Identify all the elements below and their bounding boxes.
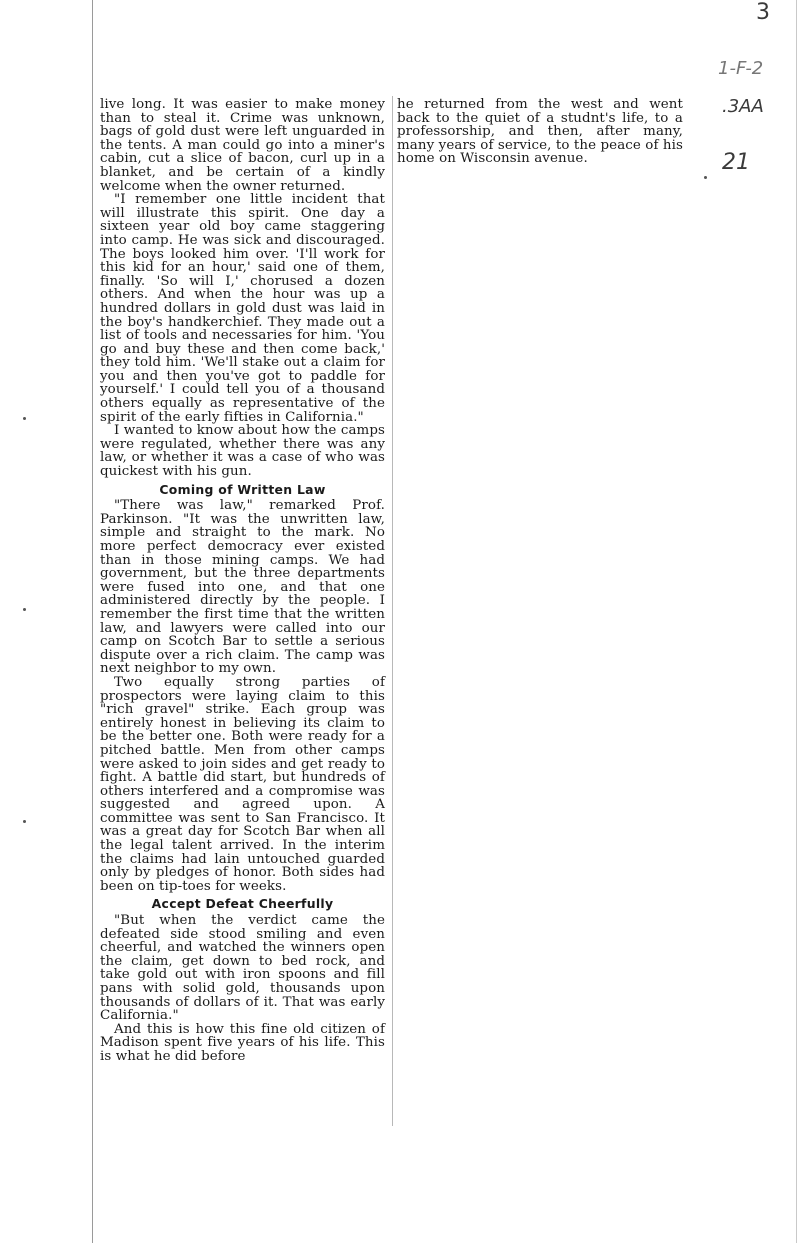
punch-mark xyxy=(704,176,707,179)
paragraph: he returned from the west and went back to the quiet of a studnt's life, to a professorship, and then, after many, many years of service, to the peace of his home on Wisconsin avenue. xyxy=(397,97,683,167)
column-divider xyxy=(392,96,393,1126)
paragraph: Two equally strong parties of prospectors were laying claim to this "rich gravel" strike. Each group was entirely honest in believing its claim to be the better one. Both were ready for a pitched battle. Men from other camps were asked to join sides and get ready to fight. A battle did start, but hundreds of others interfered and a compromise was suggested and agreed upon. A committee was sent to San Francisco. It was a great day for Scotch Bar when all the legal talent arrived. In the interim the claims had lain untouched guarded only by pledges of honor. Both sides had been on tip-toes for weeks. xyxy=(100,674,385,894)
handwritten-note-num: 21 xyxy=(722,150,750,175)
paragraph: And this is how this fine old citizen of Madison spent five years of his life. This is what he did before xyxy=(100,1021,385,1064)
paragraph: "There was law," remarked Prof. Parkinson. "It was the unwritten law, simple and straight to the mark. No more perfect democracy ever existed than in those mining camps. We had government, but the three departments were fused into one, and that one administered directly by the people. I remember the first time that the written law, and lawyers were called into our camp on Scotch Bar to settle a serious dispute over a rich claim. The camp was next neighbor to my own. xyxy=(100,498,385,677)
punch-mark xyxy=(23,820,26,823)
paragraph: I wanted to know about how the camps were regulated, whether there was any law, or whether it was a case of who was quickest with his gun. xyxy=(100,423,385,480)
punch-mark xyxy=(23,608,26,611)
paragraph: "But when the verdict came the defeated side stood smiling and even cheerful, and watched the winners open the claim, get down to bed rock, and take gold out with iron spoons and fill pans with solid gold, thousands upon thousands of dollars of it. That was early California." xyxy=(100,913,385,1024)
section-heading: Coming of Written Law xyxy=(159,481,326,497)
section-heading: Accept Defeat Cheerfully xyxy=(151,896,334,912)
handwritten-page-number: 3 xyxy=(756,0,770,25)
page-edge-right xyxy=(796,0,797,1243)
handwritten-note-ref: .3AA xyxy=(722,96,764,117)
article-column-left xyxy=(100,98,385,1064)
paragraph: "I remember one little incident that will illustrate this spirit. One day a sixteen year old boy came staggering into camp. He was sick and discouraged. The boys looked him over. 'I'll work for this kid for an hour,' said one of them, finally. 'So will I,' chorused a dozen others. And when the hour was up a hundred dollars in gold dust was laid in the boy's handkerchief. They made out a list of tools and necessaries for him. 'You go and buy these and then come back,' they told him. 'We'll stake out a claim for you and then you've got to paddle for yourself.' I could tell you of a thousand others equally as representative of the spirit of the early fifties in California." xyxy=(100,192,385,425)
punch-mark xyxy=(23,417,26,420)
page-edge-left xyxy=(92,0,93,1243)
handwritten-note-faint: 1-F-2 xyxy=(718,58,764,79)
paragraph: live long. It was easier to make money than to steal it. Crime was unknown, bags of gold dust were left unguarded in the tents. A man could go into a miner's cabin, cut a slice of bacon, curl up in a blanket, and be certain of a kindly welcome when the owner returned. xyxy=(100,97,385,194)
article-column-right xyxy=(397,98,683,166)
